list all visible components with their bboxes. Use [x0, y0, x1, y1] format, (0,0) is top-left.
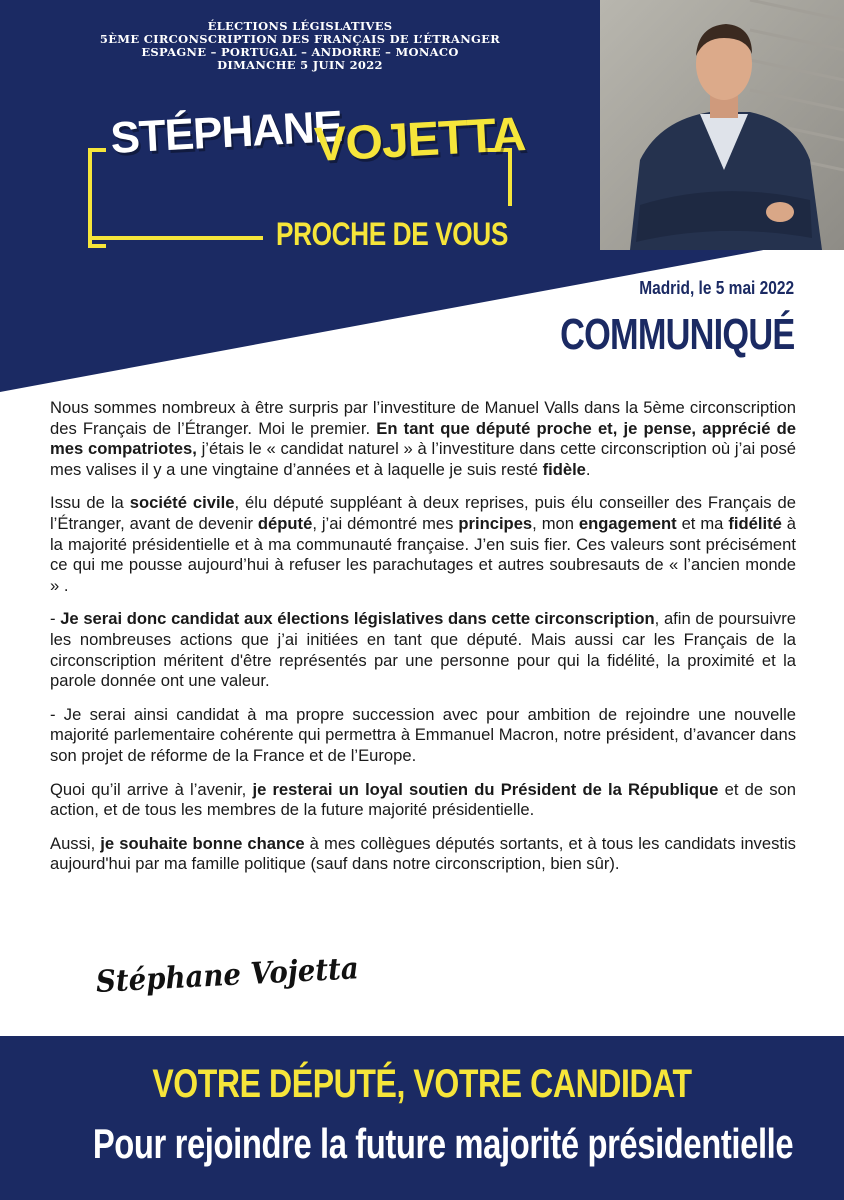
bold-text-run: député: [257, 513, 313, 533]
text-run: .: [585, 459, 591, 479]
election-constituency: 5ÈME CIRCONSCRIPTION DES FRANÇAIS DE L’ÉTRANGER: [99, 32, 501, 46]
frame-bracket-bottom: [88, 236, 263, 240]
text-run: et ma: [676, 513, 729, 533]
dateline: Madrid, le 5 mai 2022: [639, 278, 794, 298]
campaign-slogan: PROCHE DE VOUS: [276, 216, 508, 252]
text-run: , élu député suppléant à deux reprises, puis élu conseiller des Français de l’Étranger, avant de devenir: [50, 493, 796, 533]
text-run: Quoi qu’il arrive à l’avenir,: [50, 779, 253, 799]
text-run: Aussi,: [50, 833, 101, 853]
bold-text-run: principes: [458, 513, 533, 533]
election-countries: ESPAGNE – PORTUGAL – ANDORRE – MONACO: [141, 45, 459, 59]
body-paragraph: [50, 493, 796, 596]
text-run: Nous sommes nombreux à être surpris par l’investiture de Manuel Valls dans la 5ème circonscription des Français de l’Étranger. Moi le premier.: [50, 398, 796, 438]
candidate-last-name: VOJETTA: [313, 108, 527, 173]
election-info: [0, 20, 600, 72]
footer-headline: VOTRE DÉPUTÉ, VOTRE CANDIDAT: [152, 1062, 692, 1106]
body-paragraph: [50, 398, 796, 480]
body-paragraph: [50, 834, 796, 875]
bold-text-run: Je serai donc candidat aux élections législatives dans cette circonscription: [60, 609, 655, 629]
text-run: à mes collègues députés sortants, et à tous les candidats investis aujourd'hui par ma famille politique (sauf dans notre circonscription, bien sûr).: [50, 833, 796, 874]
bold-text-run: fidèle: [542, 459, 586, 479]
election-date: DIMANCHE 5 JUIN 2022: [217, 58, 383, 72]
footer-band: [0, 1036, 844, 1200]
bold-text-run: société civile: [129, 493, 235, 513]
text-run: j’étais le « candidat naturel » à l’investiture dans cette circonscription où j’ai posé mes valises il y a une vingtaine d’années et à laquelle je suis resté: [50, 439, 796, 479]
text-run: et de son action, et de tous les membres de la future majorité présidentielle.: [50, 779, 796, 820]
signature: Stéphane Vojetta: [95, 951, 360, 1000]
text-run: , mon: [532, 513, 579, 533]
press-release-body: [50, 398, 796, 888]
document-title: COMMUNIQUÉ: [559, 310, 794, 359]
bold-text-run: je souhaite bonne chance: [100, 833, 305, 853]
election-title: ÉLECTIONS LÉGISLATIVES: [207, 19, 393, 33]
body-paragraph: [50, 705, 796, 767]
bold-text-run: je resterai un loyal soutien du Président de la République: [252, 779, 719, 799]
candidate-photo: [600, 0, 844, 250]
text-run: -: [50, 609, 61, 629]
body-paragraph: [50, 609, 796, 691]
text-run: à la majorité présidentielle et à ma communauté française. J’en suis fier. Ces valeurs sont précisément ce qui me pousse aujourd’hui à refuser les parachutages et autres soubresauts de « l’ancien monde » .: [50, 513, 796, 595]
frame-bracket-left: [88, 148, 106, 248]
text-run: , afin de poursuivre les nombreuses actions que j’ai initiées en tant que député. Mais aussi car les Français de la circonscription méritent d'être représentés par une personne pour qui la fidélité, la proximité et la parole donnée ont une valeur.: [50, 609, 796, 691]
candidate-first-name: STÉPHANE: [109, 101, 344, 164]
text-run: - Je serai ainsi candidat à ma propre succession avec pour ambition de rejoindre une nouvelle majorité parlementaire cohérente qui permettra à Emmanuel Macron, notre président, d’avancer dans son projet de réforme de la France et de l’Europe.: [50, 704, 796, 765]
bold-text-run: engagement: [578, 513, 677, 533]
body-paragraph: [50, 780, 796, 821]
bold-text-run: fidélité: [728, 513, 782, 533]
bold-text-run: En tant que député proche et, je pense, apprécié de mes compatriotes,: [50, 418, 796, 459]
text-run: Issu de la: [50, 493, 130, 513]
text-run: , j’ai démontré mes: [312, 513, 459, 533]
footer-subheadline: Pour rejoindre la future majorité présidentielle: [92, 1120, 794, 1167]
